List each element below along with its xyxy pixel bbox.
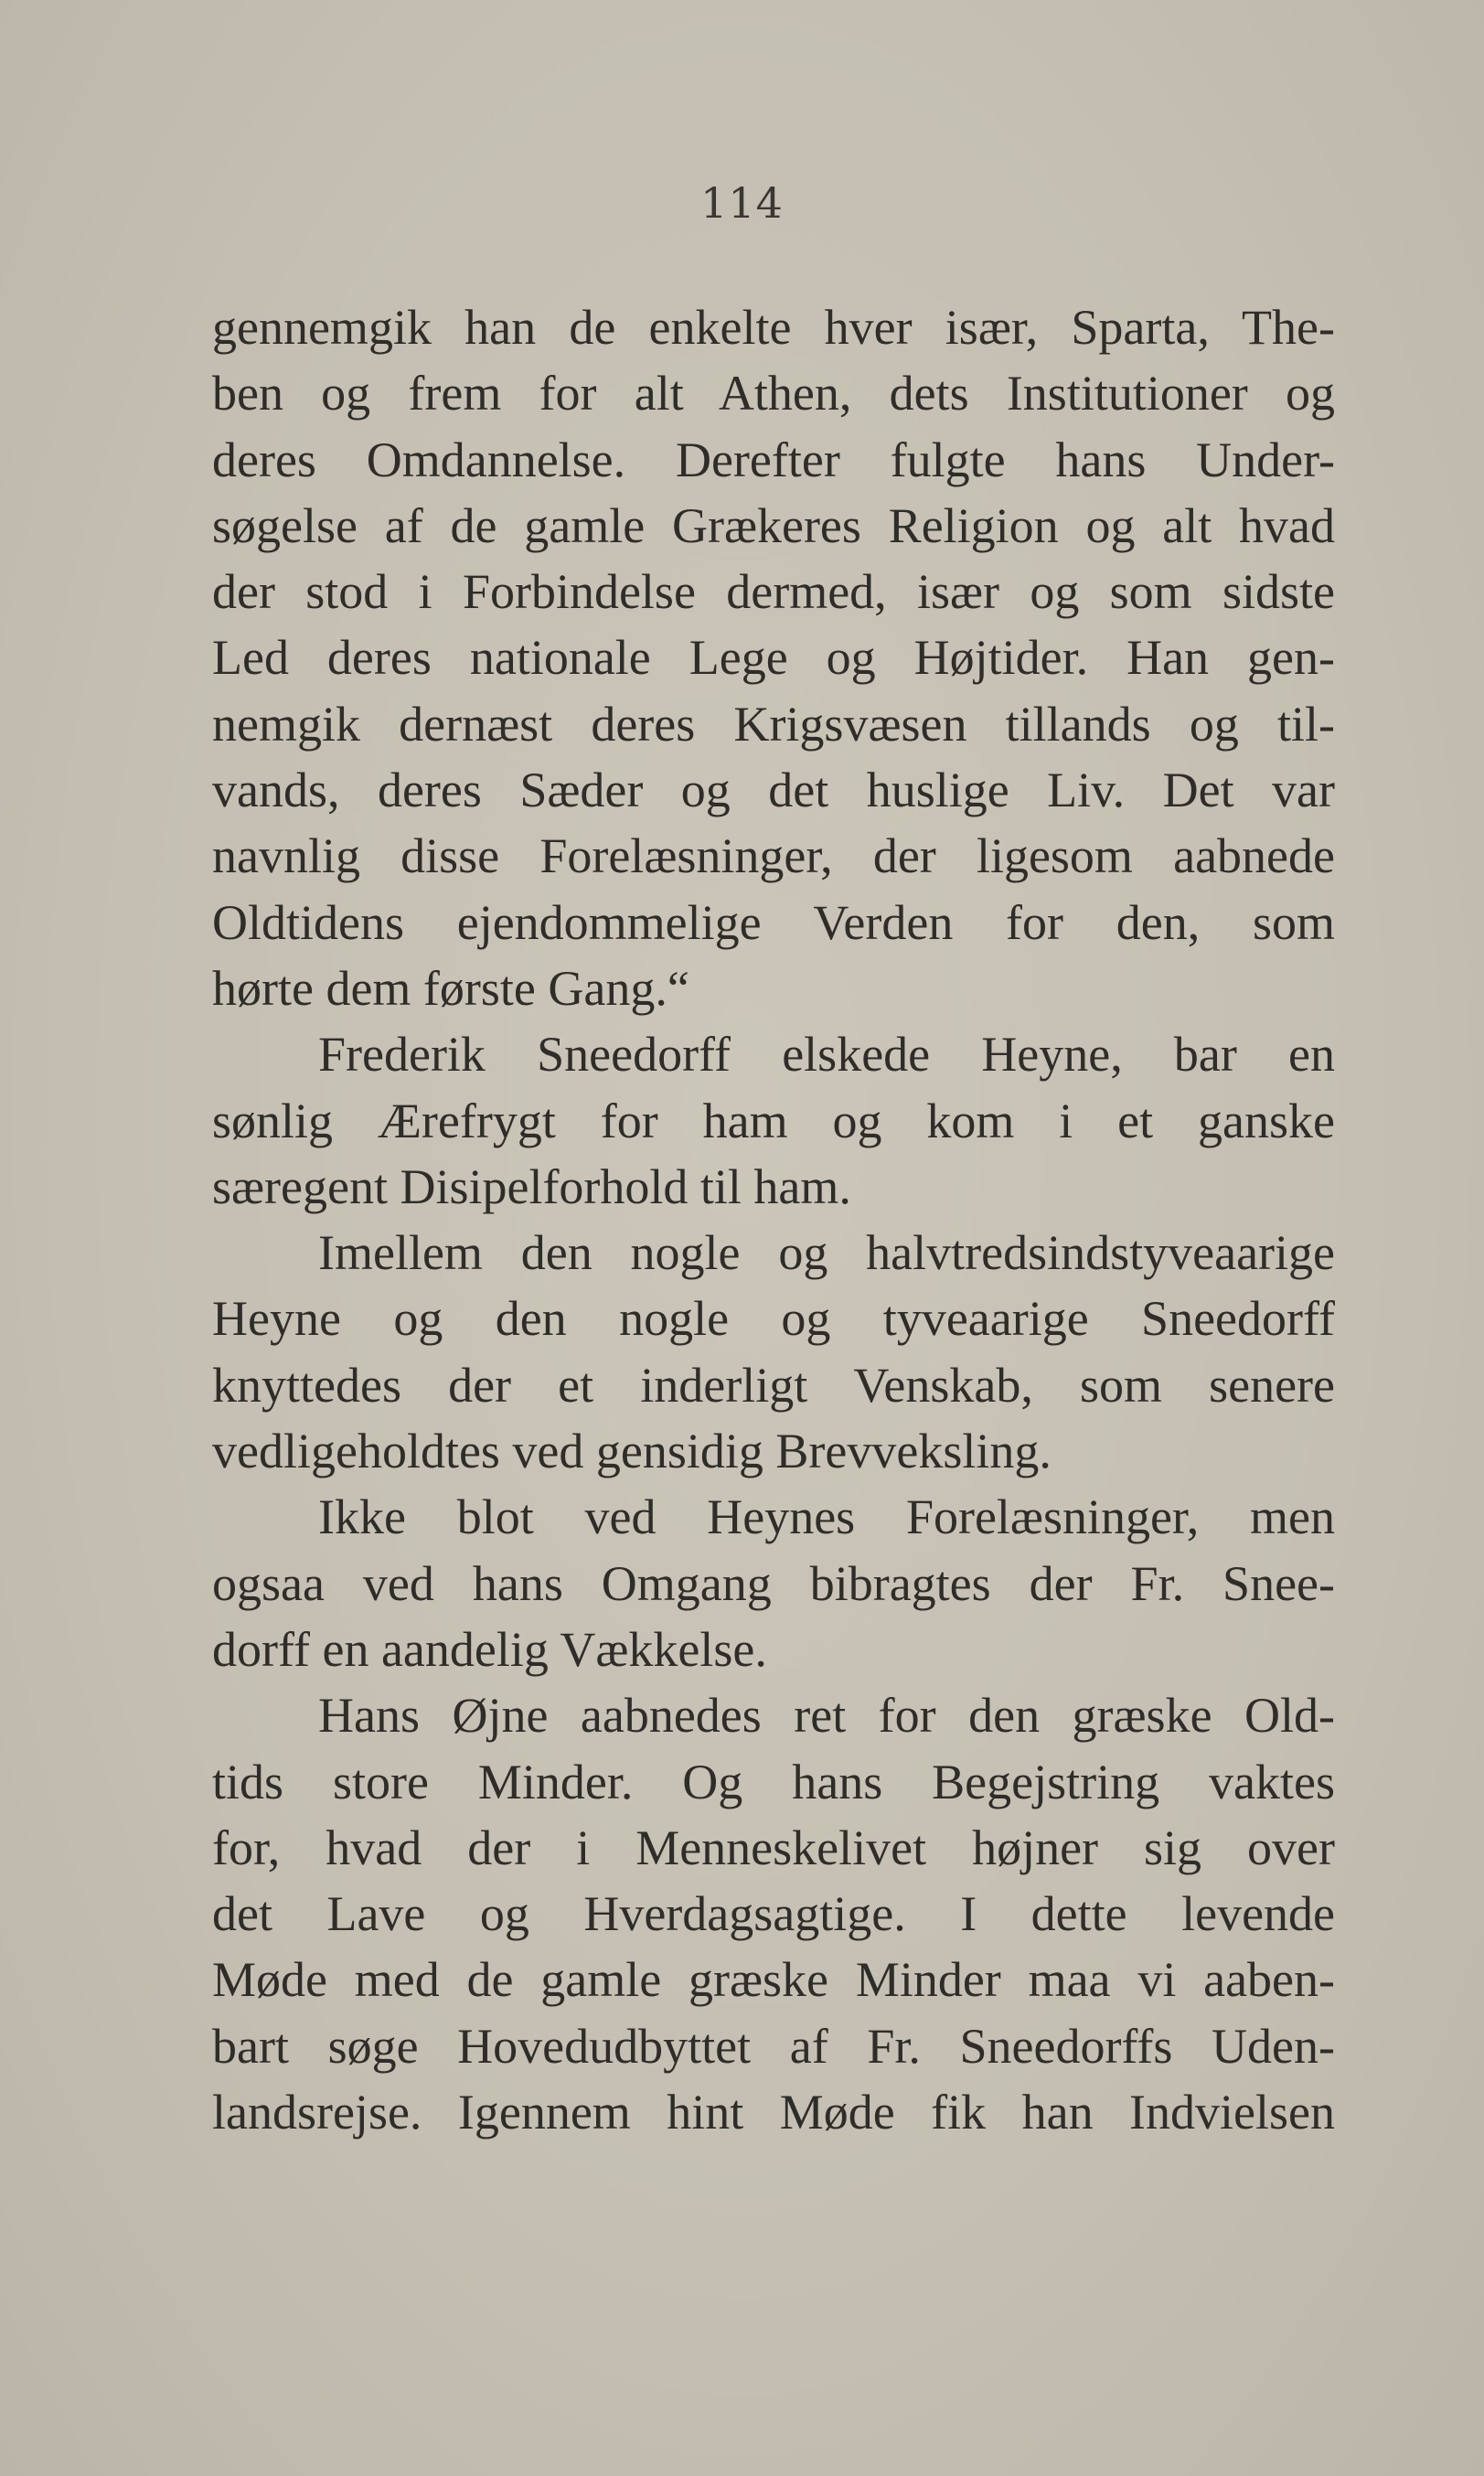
page-number: 114 bbox=[700, 178, 784, 228]
body-text bbox=[212, 294, 1335, 2145]
text-line: det Lave og Hverdagsagtige. I dette levende bbox=[212, 1886, 1335, 1942]
text-line: for, hvad der i Menneskelivet højner sig over bbox=[212, 1820, 1335, 1875]
text-line: deres Omdannelse. Derefter fulgte hans Under- bbox=[212, 432, 1335, 487]
text-line: hørte dem første Gang.“ bbox=[212, 960, 689, 1016]
text-line: bart søge Hovedudbyttet af Fr. Sneedorffs Uden- bbox=[212, 2018, 1335, 2074]
text-line: gennemgik han de enkelte hver især, Sparta, The- bbox=[212, 300, 1335, 355]
text-line: sønlig Ærefrygt for ham og kom i et ganske bbox=[212, 1093, 1335, 1148]
text-line: vands, deres Sæder og det huslige Liv. Det var bbox=[212, 763, 1335, 818]
text-line: søgelse af de gamle Grækeres Religion og alt hvad bbox=[212, 497, 1335, 553]
text-line: Led deres nationale Lege og Højtider. Han gen- bbox=[212, 630, 1335, 686]
text-line: ogsaa ved hans Omgang bibragtes der Fr. Snee- bbox=[212, 1555, 1335, 1611]
text-line: landsrejse. Igennem hint Møde fik han Indvielsen bbox=[212, 2085, 1335, 2140]
text-line: vedligeholdtes ved gensidig Brevveksling. bbox=[212, 1424, 1052, 1479]
text-line: Møde med de gamle græske Minder maa vi aaben- bbox=[212, 1952, 1335, 2008]
text-line: der stod i Forbindelse dermed, især og som sidste bbox=[212, 564, 1335, 620]
text-line: Oldtidens ejendommelige Verden for den, som bbox=[212, 894, 1335, 950]
text-line: Heyne og den nogle og tyveaarige Sneedorff bbox=[212, 1291, 1335, 1347]
text-line: særegent Disipelforhold til ham. bbox=[212, 1158, 851, 1214]
text-line: navnlig disse Forelæsninger, der ligesom aabnede bbox=[212, 828, 1335, 884]
text-line: Ikke blot ved Heynes Forelæsninger, men bbox=[318, 1489, 1335, 1545]
text-line: Frederik Sneedorff elskede Heyne, bar en bbox=[318, 1027, 1335, 1083]
text-line: Imellem den nogle og halvtredsindstyveaarige bbox=[318, 1225, 1335, 1281]
text-line: tids store Minder. Og hans Begejstring vaktes bbox=[212, 1754, 1335, 1809]
text-line: knyttedes der et inderligt Venskab, som senere bbox=[212, 1357, 1335, 1413]
text-line: dorff en aandelig Vækkelse. bbox=[212, 1621, 767, 1677]
text-line: nemgik dernæst deres Krigsvæsen tillands og til- bbox=[212, 696, 1335, 752]
text-line: ben og frem for alt Athen, dets Institutioner og bbox=[212, 366, 1335, 422]
text-line: Hans Øjne aabnedes ret for den græske Old- bbox=[318, 1688, 1335, 1744]
